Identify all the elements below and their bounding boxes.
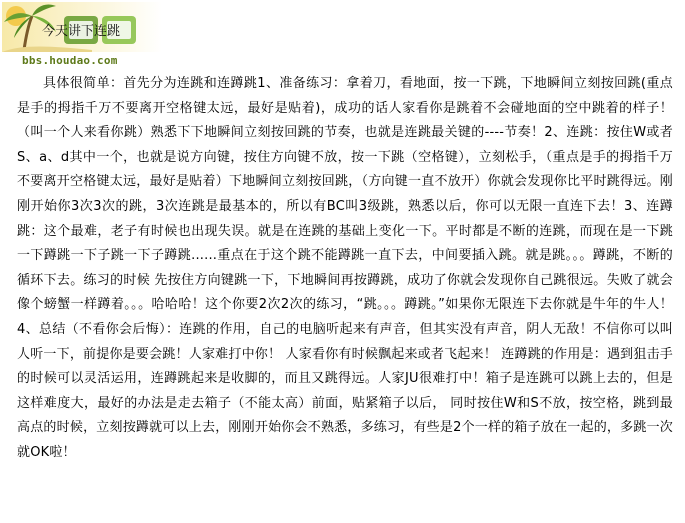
page-title: 今天讲下连跳 [42,24,121,39]
page-header [0,0,685,68]
article-body: 具体很简单：首先分为连跳和连蹲跳1、准备练习：拿着刀，看地面，按一下跳，下地瞬间立刻按回跳(重点是手的拇指千万不要离开空格键太远，最好是贴着)，成功的话人家看你是跳着不会碰地面的空中跳着的样子！（叫一个人来看你跳）熟悉下下地瞬间立刻按回跳的节奏，也就是连跳最关键的----节奏！2、连跳：按住W或者S、a、d其中一个，也就是说方向键，按住方向键不放，按一下跳（空格键），立刻松手，（重点是手的拇指千万不要离开空格键太远，最好是贴着）下地瞬间立刻按回跳，（方向键一直不放开）你就会发现你比平时跳得远。刚刚开始你3次3次的跳，3次连跳是最基本的，所以有BC叫3级跳，熟悉以后，你可以无限一直连下去！3、连蹲跳：这个最难，老子有时候也出现失误。就是在连跳的基础上变化一下。平时都是不断的连跳，而现在是一下跳一下蹲跳一下子跳一下子蹲跳......重点在于这个跳不能蹲跳一直下去，中间要插入跳。就是跳。。。蹲跳，不断的循环下去。练习的时候 先按住方向键跳一下，下地瞬间再按蹲跳，成功了你就会发现你自己跳很远。失败了就会像个螃蟹一样蹲着。。。哈哈哈！这个你要2次2次的练习，“跳。。。蹲跳。”如果你无限连下去你就是牛年的牛人！4、总结（不看你会后悔）：连跳的作用，自己的电脑听起来有声音，但其实没有声音，阴人无敌！不信你可以叫人听一下，前提你是要会跳！人家难打中你！ 人家看你有时候飘起来或者飞起来！ 连蹲跳的作用是：遇到狙击手的时候可以灵活运用，连蹲跳起来是收脚的，而且又跳得远。人家JU很难打中！箱子是连跳可以跳上去的，但是这样难度大，最好的办法是走去箱子（不能太高）前面，贴紧箱子以后， 同时按住W和S不放，按空格，跳到最高点的时候，立刻按蹲就可以上去，刚刚开始你会不熟悉，多练习，有些是2个一样的箱子放在一起的，多跳一次就OK啦！ [17,76,673,460]
site-caption: bbs.houdao.com [22,54,118,67]
